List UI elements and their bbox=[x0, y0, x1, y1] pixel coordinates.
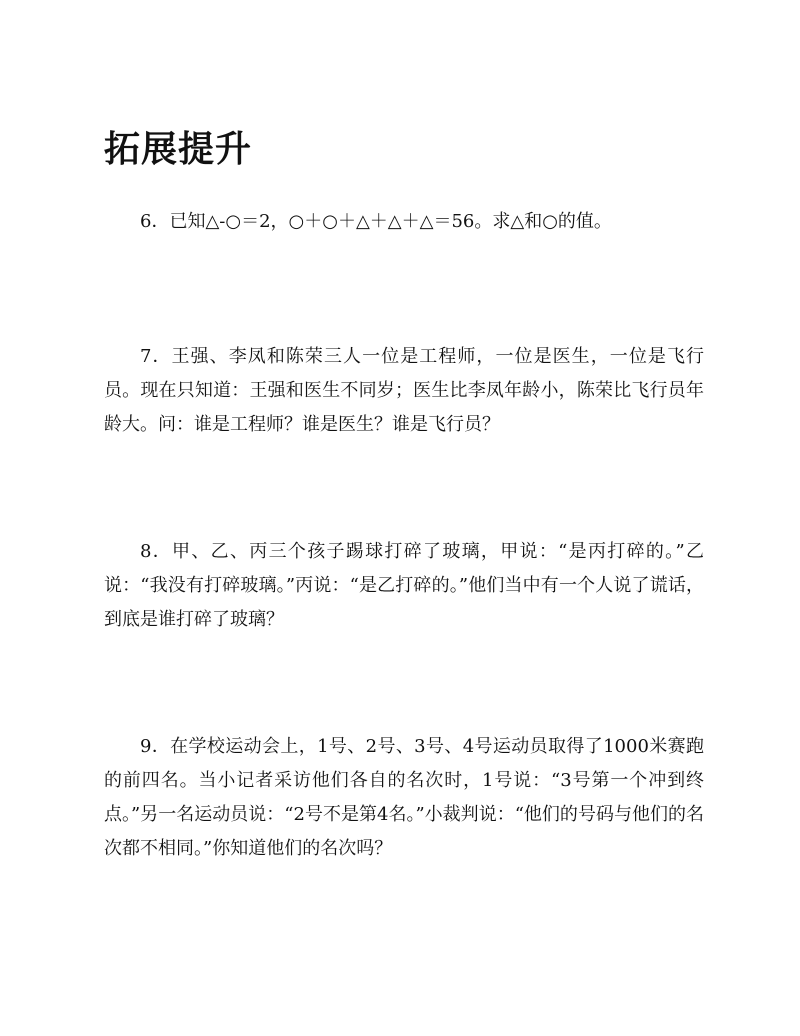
section-title: 拓展提升 bbox=[104, 129, 253, 170]
problem-7-text: 7．王强、李凤和陈荣三人一位是工程师，一位是医生，一位是飞行员。现在只知道：王强和医生不同岁；医生比李凤年龄小，陈荣比飞行员年龄大。问：谁是工程师？谁是医生？谁是飞行员？ bbox=[104, 346, 704, 435]
problem-6-text: 6．已知△-○＝2，○＋○＋△＋△＋△＝56。求△和○的值。 bbox=[140, 211, 612, 232]
problem-8 bbox=[104, 535, 704, 637]
problem-6 bbox=[104, 205, 704, 239]
problem-8-text: 8．甲、乙、丙三个孩子踢球打碎了玻璃，甲说：“是丙打碎的。”乙说：“我没有打碎玻璃。”丙说：“是乙打碎的。”他们当中有一个人说了谎话，到底是谁打碎了玻璃？ bbox=[104, 541, 704, 630]
problem-9 bbox=[104, 730, 704, 866]
problem-7 bbox=[104, 340, 704, 442]
problem-9-text: 9．在学校运动会上，1号、2号、3号、4号运动员取得了1000米赛跑的前四名。当小记者采访他们各自的名次时，1号说：“3号第一个冲到终点。”另一名运动员说：“2号不是第4名。”小裁判说：“他们的号码与他们的名次都不相同。”你知道他们的名次吗？ bbox=[104, 736, 704, 859]
